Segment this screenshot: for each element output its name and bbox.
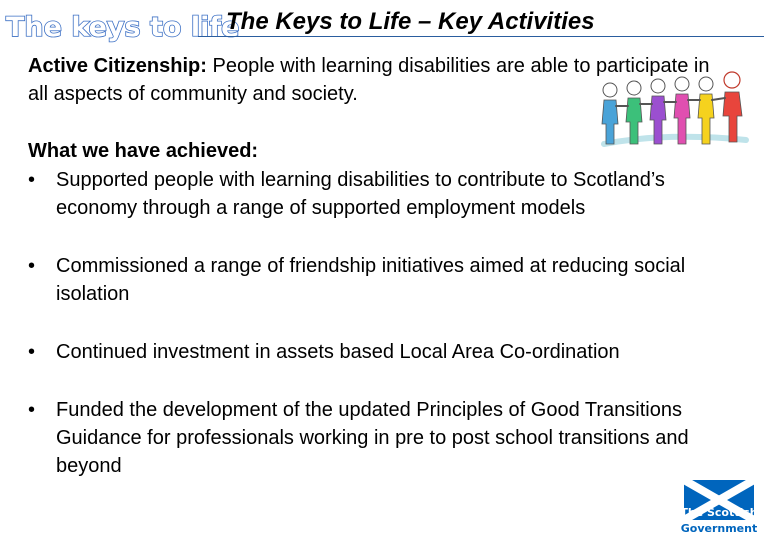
page-title: The Keys to Life – Key Activities [226, 8, 595, 35]
svg-text:The Scottish: The Scottish [680, 506, 758, 519]
header-divider [198, 36, 764, 37]
achieved-heading: What we have achieved: [28, 140, 259, 162]
achievement-friendship: • Commissioned a range of friendship initiatives aimed at reducing social isolation [28, 252, 728, 308]
achievement-local-area-coordination: • Continued investment in assets based Local Area Co-ordination [28, 338, 728, 366]
people-holding-hands-illustration [596, 66, 750, 162]
achievements-list [28, 166, 728, 480]
achievement-transitions-guidance: • Funded the development of the updated Principles of Good Transitions Guidance for professionals working in pre to post school transitions and beyond [28, 396, 728, 480]
svg-text:Government: Government [680, 522, 758, 535]
intro-text: People with learning disabilities are able to participate in all aspects of community and society. [28, 55, 710, 105]
scottish-government-logo [662, 478, 770, 538]
svg-text:The keys to life: The keys to life [6, 12, 240, 43]
intro-label: Active Citizenship: [28, 55, 207, 77]
keys-to-life-logo [4, 6, 240, 46]
achievement-employment: • Supported people with learning disabilities to contribute to Scotland’s economy through a range of supported employment models [28, 166, 728, 222]
